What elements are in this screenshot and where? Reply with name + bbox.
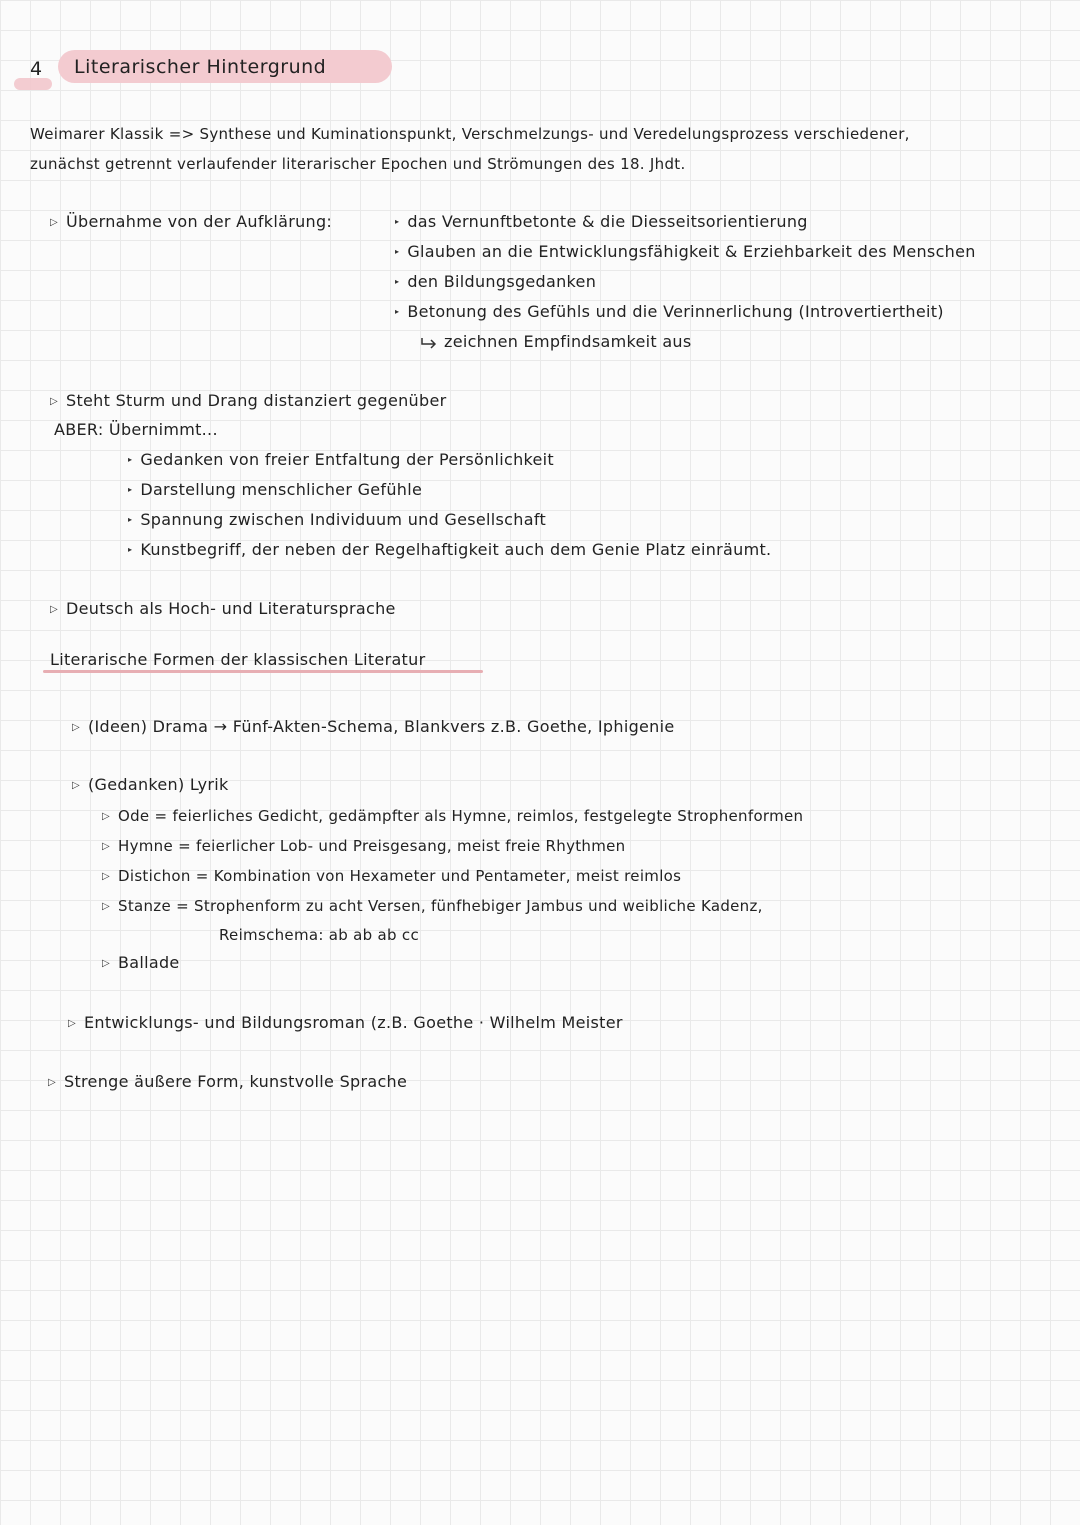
bullet-triangle-icon: ▷	[102, 841, 110, 852]
bullet-triangle-icon: ▷	[72, 722, 80, 733]
bullet-triangle-icon: ▸	[128, 485, 133, 494]
hook-arrow-icon	[420, 337, 438, 349]
bullet-triangle-icon: ▷	[102, 871, 110, 882]
aufklaerung-label: ▷ Übernahme von der Aufklärung:	[50, 212, 333, 231]
bullet-triangle-icon: ▸	[128, 515, 133, 524]
intro-line-2: zunächst getrennt verlaufender literarischer Epochen und Strömungen des 18. Jhdt.	[30, 155, 686, 173]
bullet-triangle-icon: ▸	[395, 277, 400, 286]
formen-heading: Literarische Formen der klassischen Literatur	[50, 650, 426, 669]
sturm-item: ▸ Darstellung menschlicher Gefühle	[128, 480, 423, 499]
bullet-triangle-icon: ▷	[50, 396, 58, 407]
bullet-triangle-icon: ▸	[395, 307, 400, 316]
aufklaerung-item: ▸ den Bildungsgedanken	[395, 272, 597, 291]
roman-line: ▷ Entwicklungs- und Bildungsroman (z.B. Goethe · Wilhelm Meister	[68, 1013, 623, 1032]
aufklaerung-sub: zeichnen Empfindsamkeit aus	[420, 332, 692, 352]
lyrik-item: ▷ Ode = feierliches Gedicht, gedämpfter als Hymne, reimlos, festgelegte Strophenformen	[102, 807, 804, 825]
aufklaerung-item: ▸ Glauben an die Entwicklungsfähigkeit & Erziehbarkeit des Menschen	[395, 242, 976, 261]
sturm-aber: ABER: Übernimmt...	[54, 420, 218, 439]
aufklaerung-item: ▸ Betonung des Gefühls und die Verinnerlichung (Introvertiertheit)	[395, 302, 944, 321]
bullet-triangle-icon: ▷	[68, 1018, 76, 1029]
aufklaerung-item: ▸ das Vernunftbetonte & die Diesseitsorientierung	[395, 212, 808, 231]
bullet-triangle-icon: ▸	[128, 545, 133, 554]
stanze-continuation: Reimschema: ab ab ab cc	[219, 926, 420, 944]
lyrik-label: ▷ (Gedanken) Lyrik	[72, 775, 229, 794]
bullet-triangle-icon: ▷	[50, 217, 58, 228]
lyrik-item: ▷ Hymne = feierlicher Lob- und Preisgesang, meist freie Rhythmen	[102, 837, 626, 855]
strenge-line: ▷ Strenge äußere Form, kunstvolle Sprache	[48, 1072, 408, 1091]
intro-line-1: Weimarer Klassik => Synthese und Kuminationspunkt, Verschmelzungs- und Veredelungsprozess verschiedener,	[30, 125, 910, 143]
deutsch-line: ▷ Deutsch als Hoch- und Literatursprache	[50, 599, 396, 618]
sturm-item: ▸ Kunstbegriff, der neben der Regelhaftigkeit auch dem Genie Platz einräumt.	[128, 540, 772, 559]
page-title: Literarischer Hintergrund	[74, 56, 327, 78]
bullet-triangle-icon: ▷	[50, 604, 58, 615]
sturm-line: ▷ Steht Sturm und Drang distanziert gegenüber	[50, 391, 447, 410]
bullet-triangle-icon: ▸	[395, 247, 400, 256]
bullet-triangle-icon: ▷	[48, 1077, 56, 1088]
sturm-item: ▸ Gedanken von freier Entfaltung der Persönlichkeit	[128, 450, 554, 469]
drama-line: ▷ (Ideen) Drama → Fünf-Akten-Schema, Blankvers z.B. Goethe, Iphigenie	[72, 717, 675, 736]
bullet-triangle-icon: ▸	[395, 217, 400, 226]
bullet-triangle-icon: ▷	[102, 958, 110, 969]
lyrik-item: ▷ Stanze = Strophenform zu acht Versen, fünfhebiger Jambus und weibliche Kadenz,	[102, 897, 763, 915]
bullet-triangle-icon: ▷	[102, 811, 110, 822]
ballade-item: ▷ Ballade	[102, 953, 180, 972]
sturm-item: ▸ Spannung zwischen Individuum und Gesellschaft	[128, 510, 547, 529]
section-number: 4	[30, 58, 43, 80]
lyrik-item: ▷ Distichon = Kombination von Hexameter und Pentameter, meist reimlos	[102, 867, 682, 885]
heading-underline	[43, 670, 483, 673]
bullet-triangle-icon: ▷	[72, 780, 80, 791]
bullet-triangle-icon: ▸	[128, 455, 133, 464]
bullet-triangle-icon: ▷	[102, 901, 110, 912]
